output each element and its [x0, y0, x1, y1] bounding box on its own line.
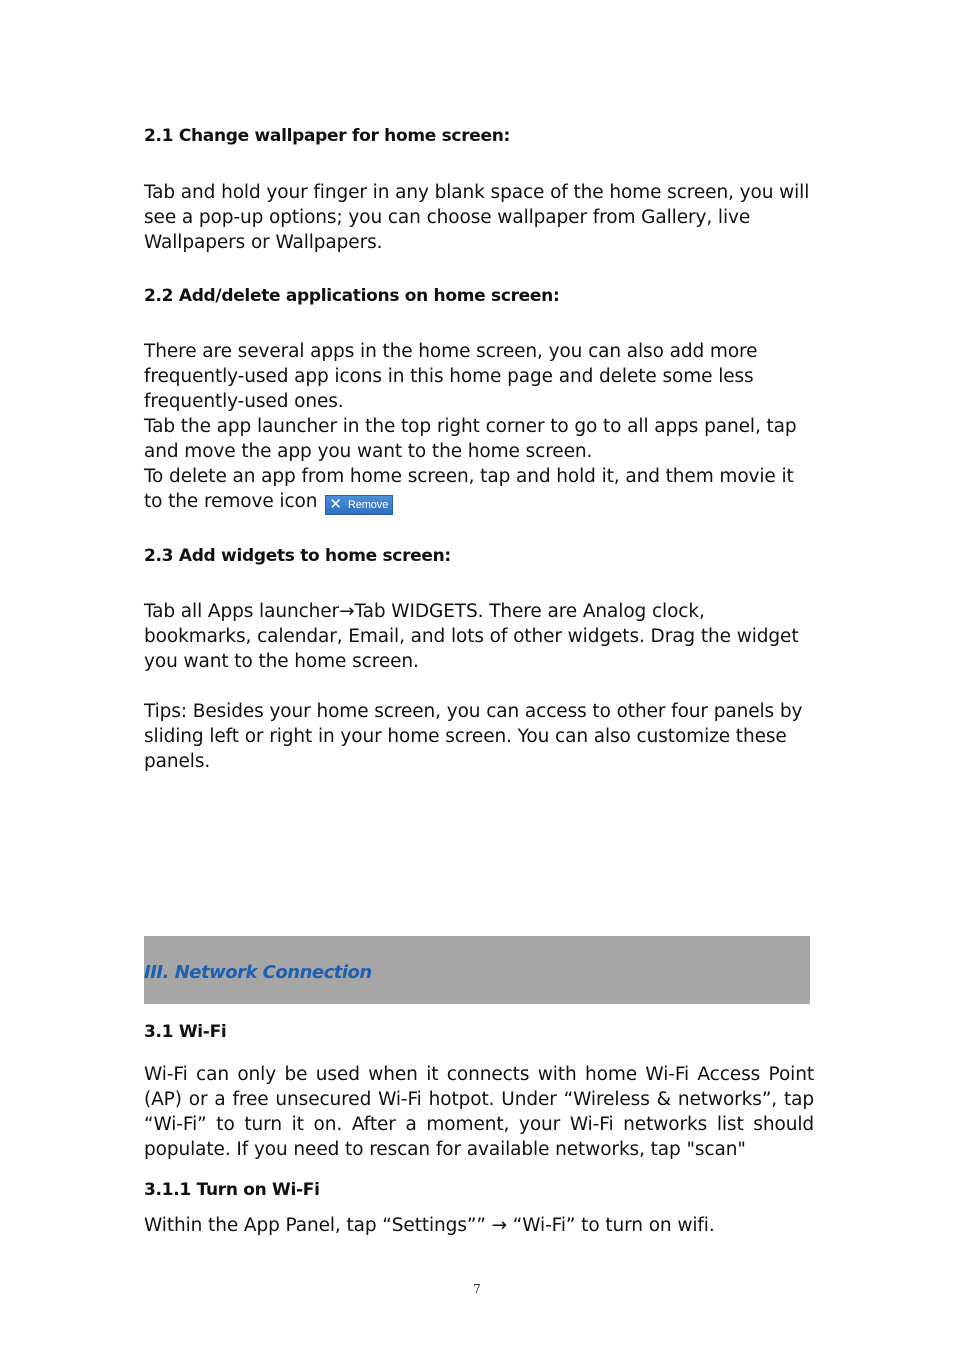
remove-icon [325, 495, 393, 515]
paragraph-3-1-1-text: Within the App Panel, tap “Settings”” → “Wi-Fi” to turn on wifi. [144, 1215, 715, 1236]
chapter-3-title: III. Network Connection [144, 962, 372, 983]
paragraph-2-2 [144, 339, 814, 515]
paragraph-2-2-p1: There are several apps in the home screen, you can also add more frequently-used app icons in this home page and delete some less frequently-used ones. [144, 341, 758, 412]
page-number: 7 [473, 1282, 481, 1296]
paragraph-2-2-p2: Tab the app launcher in the top right corner to go to all apps panel, tap and move the app you want to the home screen. [144, 416, 797, 462]
paragraph-tips [144, 699, 814, 774]
paragraph-2-1-text: Tab and hold your finger in any blank space of the home screen, you will see a pop-up options; you can choose wallpaper from Gallery, live Wallpapers or Wallpapers. [144, 182, 810, 253]
chapter-3-banner [144, 936, 810, 1004]
close-icon: ✕ [329, 496, 342, 513]
heading-2-2: 2.2 Add/delete applications on home screen: [144, 286, 560, 306]
heading-2-1: 2.1 Change wallpaper for home screen: [144, 126, 511, 146]
remove-icon-label: Remove [347, 498, 389, 511]
paragraph-3-1-text: Wi-Fi can only be used when it connects with home Wi-Fi Access Point (AP) or a free unsecured Wi-Fi hotpot. Under “Wireless & networks”, tap “Wi-Fi” to turn it on. After a moment, your Wi-Fi networks list should populate. If you need to rescan for available networks, tap "scan" [144, 1064, 814, 1160]
paragraph-3-1 [144, 1062, 814, 1162]
heading-2-3: 2.3 Add widgets to home screen: [144, 546, 451, 566]
paragraph-2-1 [144, 180, 814, 255]
heading-3-1-1: 3.1.1 Turn on Wi-Fi [144, 1180, 320, 1200]
paragraph-2-3 [144, 599, 814, 674]
paragraph-2-2-p3 [144, 464, 814, 515]
paragraph-3-1-1 [144, 1213, 814, 1238]
paragraph-2-2-p3-text: To delete an app from home screen, tap and hold it, and them movie it to the remove icon [144, 466, 794, 512]
heading-3-1: 3.1 Wi-Fi [144, 1022, 227, 1042]
paragraph-2-3-text: Tab all Apps launcher→Tab WIDGETS. There are Analog clock, bookmarks, calendar, Email, and lots of other widgets. Drag the widget you want to the home screen. [144, 601, 799, 672]
paragraph-tips-text: Tips: Besides your home screen, you can access to other four panels by sliding left or right in your home screen. You can also customize these panels. [144, 701, 803, 772]
